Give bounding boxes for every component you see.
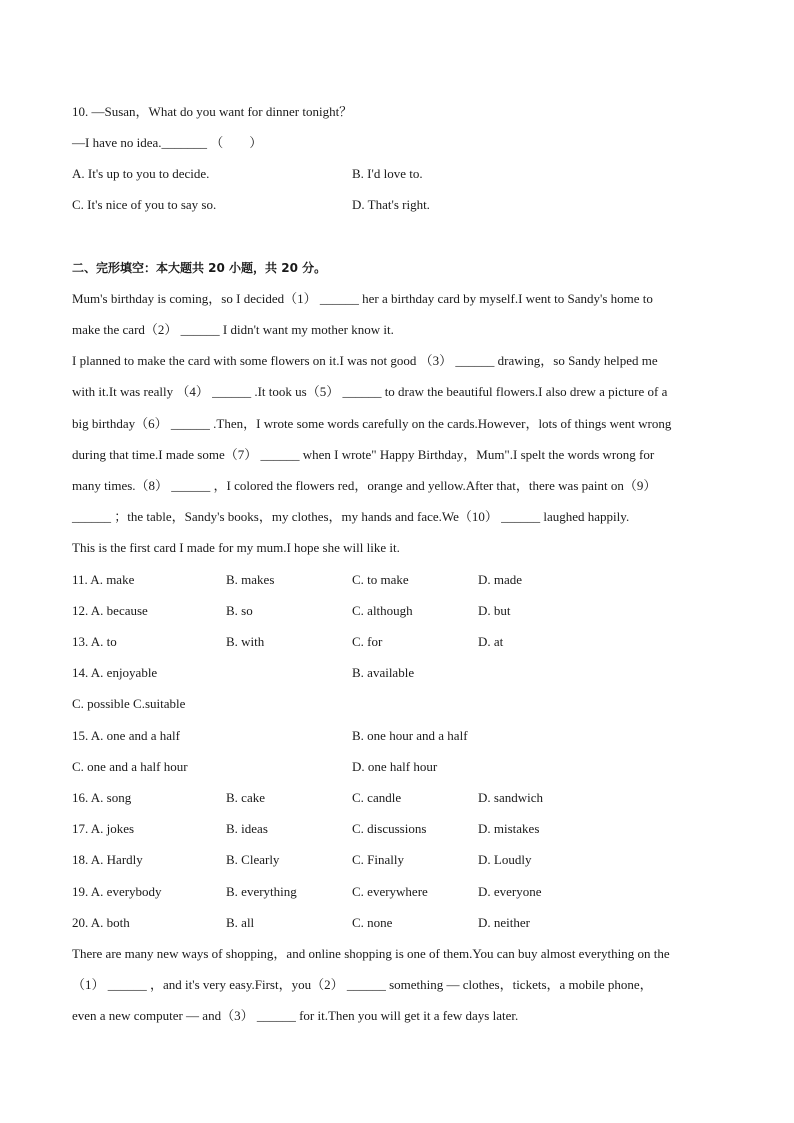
- option-row-11-c: C. to make: [352, 572, 409, 587]
- q10-option-b: B. I'd love to.: [352, 166, 423, 181]
- passage2-line: （1） ______ ，and it's very easy.First，you（2） ______ something — clothes，tickets，a mobile phone，: [72, 977, 653, 992]
- option-row-14-cd: C. possible C.suitable: [72, 696, 186, 711]
- option-row-19-d: D. everyone: [478, 884, 542, 899]
- option-row-17-a: 17. A. jokes: [72, 821, 135, 836]
- passage1-line: big birthday（6） ______ .Then，I wrote some words carefully on the cards.However，lots of things went wrong: [72, 416, 672, 431]
- option-row-12-a: 12. A. because: [72, 603, 148, 618]
- option-row-11-a: 11. A. make: [72, 572, 135, 587]
- passage1-line: with it.It was really （4） ______ .It took us（5） ______ to draw the beautiful flowers.I also drew a picture of a: [72, 384, 668, 399]
- option-row-18-d: D. Loudly: [478, 852, 532, 867]
- option-row-13-d: D. at: [478, 634, 504, 649]
- passage2-line: There are many new ways of shopping，and online shopping is one of them.You can buy almost everything on the: [72, 946, 670, 961]
- option-row-12-d: D. but: [478, 603, 511, 618]
- q10-option-c: C. It's nice of you to say so.: [72, 197, 217, 212]
- passage1-line: Mum's birthday is coming，so I decided（1） ______ her a birthday card by myself.I went to Sandy's home to: [72, 291, 653, 306]
- passage1-line: make the card（2） ______ I didn't want my mother know it.: [72, 322, 394, 337]
- option-row-16-b: B. cake: [226, 790, 265, 805]
- option-row-19-a: 19. A. everybody: [72, 884, 162, 899]
- option-row-20-b: B. all: [226, 915, 255, 930]
- q10-option-d: D. That's right.: [352, 197, 430, 212]
- option-row-17-d: D. mistakes: [478, 821, 540, 836]
- option-row-15-c: C. one and a half hour: [72, 759, 188, 774]
- option-row-12-c: C. although: [352, 603, 413, 618]
- option-row-13-b: B. with: [226, 634, 265, 649]
- passage1-line: many times.（8） ______ ，I colored the flowers red，orange and yellow.After that，there was paint on（9）: [72, 478, 657, 493]
- option-row-20-a: 20. A. both: [72, 915, 130, 930]
- option-row-19-b: B. everything: [226, 884, 297, 899]
- option-row-20-d: D. neither: [478, 915, 530, 930]
- q10-stem: 10. —Susan，What do you want for dinner tonight？: [72, 104, 353, 119]
- option-row-15-d: D. one half hour: [352, 759, 438, 774]
- option-row-18-c: C. Finally: [352, 852, 405, 867]
- option-row-11-d: D. made: [478, 572, 523, 587]
- option-row-12-b: B. so: [226, 603, 253, 618]
- option-row-16-c: C. candle: [352, 790, 402, 805]
- option-row-15-a: 15. A. one and a half: [72, 728, 180, 743]
- passage1-line: This is the first card I made for my mum.I hope she will like it.: [72, 540, 400, 555]
- option-row-16-a: 16. A. song: [72, 790, 132, 805]
- passage1-line: during that time.I made some（7） ______ when I wrote" Happy Birthday，Mum".I spelt the words wrong for: [72, 447, 655, 462]
- option-row-19-c: C. everywhere: [352, 884, 428, 899]
- option-row-11-b: B. makes: [226, 572, 275, 587]
- option-row-15-b: B. one hour and a half: [352, 728, 468, 743]
- option-row-16-d: D. sandwich: [478, 790, 543, 805]
- q10-reply: —I have no idea._______ （ ）: [72, 135, 263, 150]
- option-row-13-c: C. for: [352, 634, 383, 649]
- section-heading: 二、完形填空：本大题共 20 小题，共 20 分。: [72, 261, 327, 275]
- option-row-14-a: 14. A. enjoyable: [72, 665, 158, 680]
- option-row-14-b: B. available: [352, 665, 415, 680]
- passage1-line: ______ ；the table，Sandy's books，my clothes，my hands and face.We（10） ______ laughed happily.: [72, 509, 630, 524]
- passage1-line: I planned to make the card with some flowers on it.I was not good （3） ______ drawing，so Sandy helped me: [72, 353, 658, 368]
- option-row-18-a: 18. A. Hardly: [72, 852, 143, 867]
- option-row-17-b: B. ideas: [226, 821, 268, 836]
- option-row-18-b: B. Clearly: [226, 852, 280, 867]
- passage2-line: even a new computer — and（3） ______ for it.Then you will get it a few days later.: [72, 1008, 519, 1023]
- option-row-20-c: C. none: [352, 915, 393, 930]
- option-row-13-a: 13. A. to: [72, 634, 117, 649]
- option-row-17-c: C. discussions: [352, 821, 427, 836]
- q10-option-a: A. It's up to you to decide.: [72, 166, 210, 181]
